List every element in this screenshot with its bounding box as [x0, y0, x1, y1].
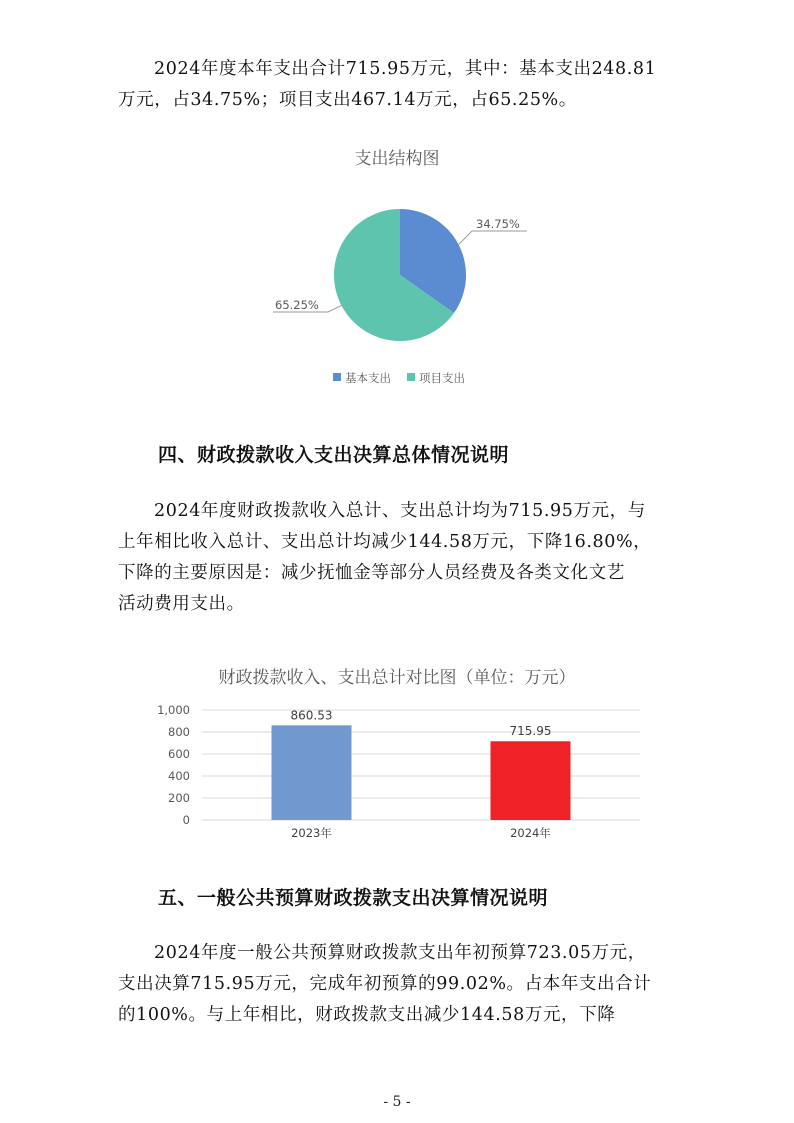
paragraph-line: 活动费用支出。 [118, 594, 245, 614]
intro-line: 万元，占34.75%；项目支出467.14万元，占65.25%。 [118, 90, 577, 110]
page-number: - 5 - [383, 1094, 411, 1110]
section-five-heading: 五、一般公共预算财政拨款支出决算情况说明 [158, 887, 549, 909]
legend-label: 基本支出 [345, 371, 391, 385]
y-tick-label: 1,000 [157, 703, 190, 717]
bar-data-label: 860.53 [290, 708, 333, 723]
y-tick-label: 0 [182, 813, 190, 827]
intro-paragraph [118, 54, 690, 116]
pie-data-label: 34.75% [476, 217, 520, 231]
section-five-paragraph [118, 938, 690, 1031]
y-tick-label: 600 [168, 747, 190, 761]
pie-data-label: 65.25% [275, 298, 319, 312]
legend-swatch [333, 373, 341, 381]
y-tick-label: 400 [168, 769, 190, 783]
paragraph-line: 上年相比收入总计、支出总计均减少144.58万元，下降16.80%， [118, 532, 652, 552]
pie-chart [250, 195, 550, 395]
paragraph-line: 的100%。与上年相比，财政拨款支出减少144.58万元，下降 [118, 1005, 616, 1025]
legend-swatch [407, 373, 415, 381]
pie-chart-title: 支出结构图 [354, 149, 440, 169]
bar [272, 725, 352, 820]
paragraph-line: 2024年度财政拨款收入总计、支出总计均为715.95万元，与 [154, 501, 646, 521]
paragraph-line: 支出决算715.95万元，完成年初预算的99.02%。占本年支出合计 [118, 974, 652, 994]
y-tick-label: 200 [168, 791, 190, 805]
bar-chart [140, 698, 660, 848]
bar-data-label: 715.95 [509, 724, 552, 739]
bar [491, 741, 571, 820]
paragraph-line: 下降的主要原因是：减少抚恤金等部分人员经费及各类文化文艺 [118, 563, 625, 583]
bar-chart-title: 财政拨款收入、支出总计对比图（单位：万元） [218, 668, 576, 688]
x-tick-label: 2024年 [510, 826, 551, 840]
legend-label: 项目支出 [419, 371, 465, 385]
pie-leader-line [459, 231, 527, 245]
paragraph-line: 2024年度一般公共预算财政拨款支出年初预算723.05万元， [154, 943, 646, 963]
x-tick-label: 2023年 [291, 826, 332, 840]
section-four-heading: 四、财政拨款收入支出决算总体情况说明 [158, 444, 510, 466]
section-four-paragraph [118, 496, 690, 620]
y-tick-label: 800 [168, 725, 190, 739]
intro-line: 2024年度本年支出合计715.95万元，其中：基本支出248.81 [154, 59, 657, 79]
